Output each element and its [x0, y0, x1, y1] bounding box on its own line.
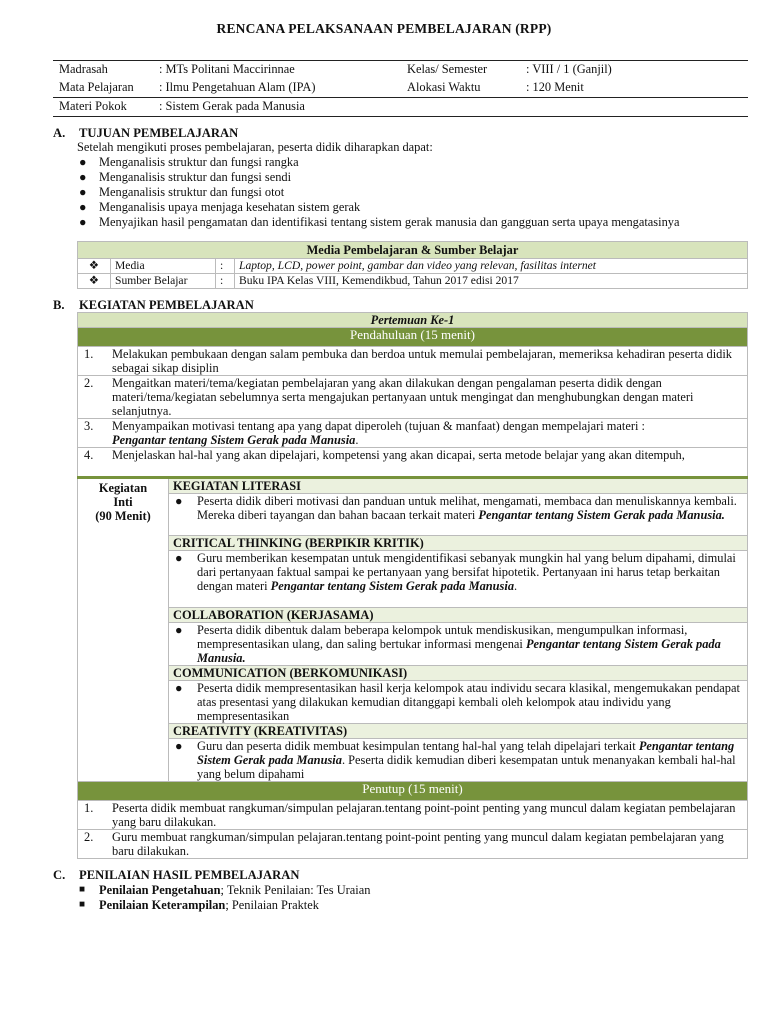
madrasah-label: Madrasah [53, 61, 153, 80]
section-a-intro: Setelah mengikuti proses pembelajaran, peserta didik diharapkan dapat: [77, 140, 433, 154]
materi-value: : Sistem Gerak pada Manusia [153, 98, 748, 117]
literasi-body: ● Peserta didik diberi motivasi dan panduan untuk melihat, mengamati, membaca dan menuliskannya kembali. Mereka diberi tayangan dan bahan bacaan terkait materi Pengantar tentang Sistem Gerak pada Manusia. [169, 494, 748, 536]
section-b-heading: B. KEGIATAN PEMBELAJARAN [53, 298, 254, 312]
diamond-icon: ❖ [78, 259, 111, 274]
mapel-label: Mata Pelajaran [59, 80, 134, 94]
table-row: 3. Menyampaikan motivasi tentang apa yang dapat diperoleh (tujuan & manfaat) dengan mempelajari materi : Pengantar tentang Sistem Gerak pada Manusia. [78, 419, 748, 448]
kelas-value: : VIII / 1 (Ganjil) [520, 61, 748, 80]
literasi-header: KEGIATAN LITERASI [169, 478, 748, 494]
pendahuluan-header: Pendahuluan (15 menit) [78, 328, 748, 347]
list-item: ● Menganalisis struktur dan fungsi rangka [79, 155, 299, 169]
diamond-icon: ❖ [78, 274, 111, 289]
list-item: ● Menganalisis struktur dan fungsi sendi [79, 170, 292, 184]
kegiatan-inti-label: Kegiatan Inti (90 Menit) [78, 478, 169, 782]
list-item: ■ Penilaian Keterampilan; Penilaian Praktek [79, 898, 319, 912]
mapel-value: : Ilmu Pengetahuan Alam (IPA) [159, 80, 316, 94]
media-table-header: Media Pembelajaran & Sumber Belajar [78, 242, 748, 259]
sumber-value: Buku IPA Kelas VIII, Kemendikbud, Tahun 2017 edisi 2017 [235, 274, 748, 289]
list-item: ● Menganalisis struktur dan fungsi otot [79, 185, 285, 199]
table-row: 4. Menjelaskan hal-hal yang akan dipelajari, kompetensi yang akan dicapai, serta metode belajar yang akan ditempuh, [78, 448, 748, 478]
table-row: 2. Mengaitkan materi/tema/kegiatan pembelajaran yang akan dilakukan dengan pengalaman peserta didik dengan materi/tema/kegiatan sebelumnya serta mengajukan pertanyaan untuk mengingat dan menghubungkan dengan materi selanjutnya. [78, 376, 748, 419]
list-item: ● Menganalisis upaya menjaga kesehatan sistem gerak [79, 200, 361, 214]
assessment-list [77, 883, 370, 913]
collaboration-body: ● Peserta didik dibentuk dalam beberapa kelompok untuk mendiskusikan, mengumpulkan informasi, mempresentasikan ulang, dan saling bertukar informasi mengenai Pengantar tentang Sistem Gerak pada Manusia. [169, 623, 748, 666]
media-table: Media Pembelajaran & Sumber Belajar ❖ Media : Laptop, LCD, power point, gambar dan video yang relevan, fasilitas internet ❖ Sumber Belajar : Buku IPA Kelas VIII, Kemendikbud, Tahun 2017 edisi 2017 [77, 241, 748, 289]
info-table [53, 60, 748, 117]
penutup-header: Penutup (15 menit) [78, 782, 748, 801]
collaboration-header: COLLABORATION (KERJASAMA) [169, 608, 748, 623]
table-row: 1. Melakukan pembukaan dengan salam pembuka dan berdoa untuk memulai pembelajaran, memeriksa kehadiran peserta didik sebagai sikap disiplin [78, 347, 748, 376]
list-item: ■ Penilaian Pengetahuan; Teknik Penilaian: Tes Uraian [79, 883, 371, 897]
table-row: 2. Guru membuat rangkuman/simpulan pelajaran.tentang point-point penting yang muncul dalam kegiatan pembelajaran yang baru dilakukan. [78, 830, 748, 859]
alokasi-value: : 120 Menit [526, 80, 584, 94]
alokasi-label: Alokasi Waktu [407, 80, 481, 94]
creativity-body: ● Guru dan peserta didik membuat kesimpulan tentang hal-hal yang telah dipelajari terkait Pengantar tentang Sistem Gerak pada Manusia. Peserta didik kemudian diberi kesempatan untuk menanyakan kembali hal-hal yang belum dipahami [169, 739, 748, 782]
sumber-label: Sumber Belajar [111, 274, 216, 289]
activities-table [77, 312, 748, 859]
meeting-title: Pertemuan Ke-1 [78, 313, 748, 328]
creativity-header: CREATIVITY (KREATIVITAS) [169, 724, 748, 739]
communication-body: ● Peserta didik mempresentasikan hasil kerja kelompok atau individu secara klasikal, mengemukakan pendapat atas presentasi yang dilakukan kemudian ditanggapi kembali oleh kelompok atau individu yang mempresentasikan [169, 681, 748, 724]
madrasah-value: : MTs Politani Maccirinnae [153, 61, 401, 80]
materi-label: Materi Pokok [53, 98, 153, 117]
table-row: 1. Peserta didik membuat rangkuman/simpulan pelajaran.tentang point-point penting yang muncul dalam kegiatan pembelajaran yang baru dilakukan. [78, 801, 748, 830]
communication-header: COMMUNICATION (BERKOMUNIKASI) [169, 666, 748, 681]
critical-thinking-header: CRITICAL THINKING (BERPIKIR KRITIK) [169, 536, 748, 551]
section-c-heading: C. PENILAIAN HASIL PEMBELAJARAN [53, 868, 300, 882]
list-item: ● Menyajikan hasil pengamatan dan identifikasi tentang sistem gerak manusia dan gangguan serta upaya mengatasinya [79, 215, 680, 229]
page-title: RENCANA PELAKSANAAN PEMBELAJARAN (RPP) [216, 21, 552, 36]
kelas-label: Kelas/ Semester [401, 61, 520, 80]
section-a-heading: A. TUJUAN PEMBELAJARAN [53, 126, 239, 140]
media-value: Laptop, LCD, power point, gambar dan video yang relevan, fasilitas internet [235, 259, 748, 274]
critical-thinking-body: ● Guru memberikan kesempatan untuk mengidentifikasi sebanyak mungkin hal yang belum dipahami, dimulai dari pertanyaan faktual sampai ke pertanyaan yang bersifat hipotetik. Pertanyaan ini harus tetap berkaitan dengan materi Pengantar tentang Sistem Gerak pada Manusia. [169, 551, 748, 608]
objectives-list [77, 155, 679, 230]
media-label: Media [111, 259, 216, 274]
